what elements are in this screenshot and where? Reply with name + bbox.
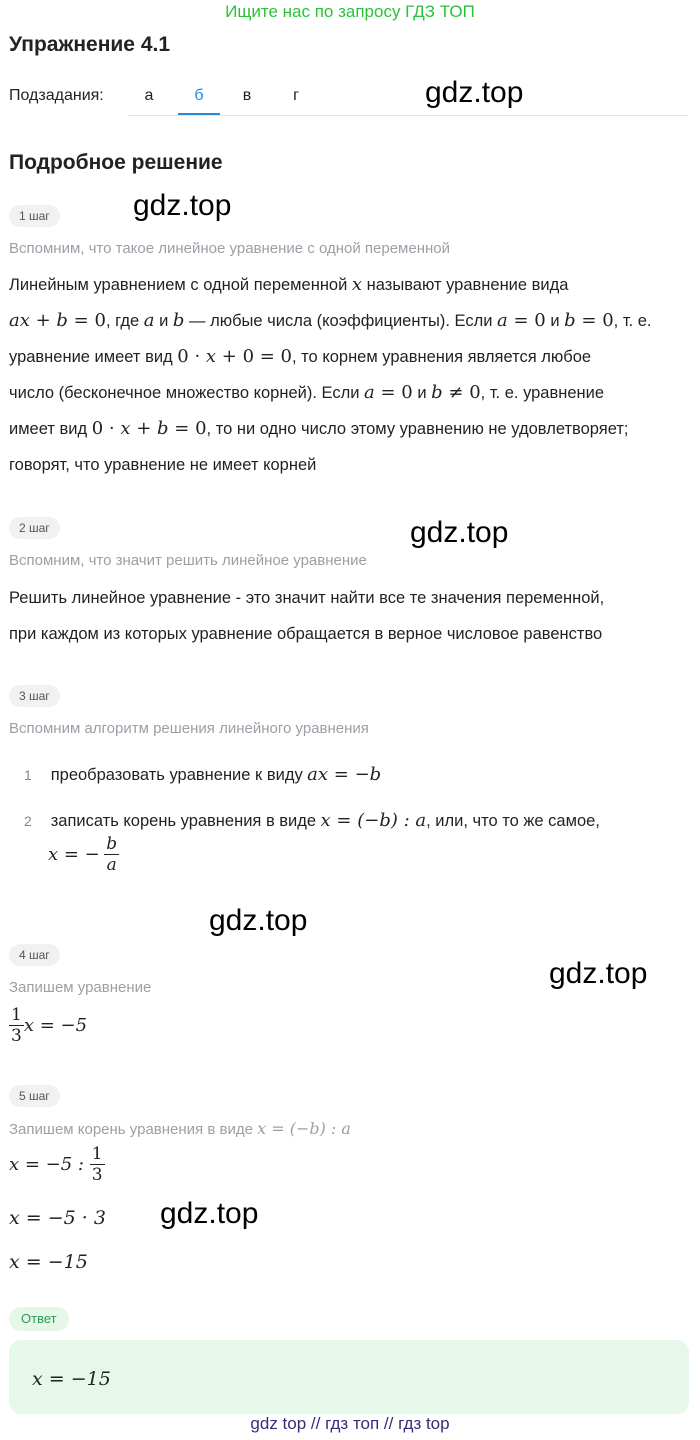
formula-lhs: x = −: [48, 844, 100, 865]
tab-g[interactable]: г: [293, 87, 299, 104]
list-item-number: 1: [24, 767, 32, 783]
list-item: [24, 764, 381, 785]
answer-badge: Ответ: [9, 1307, 69, 1331]
fraction: [9, 1005, 24, 1046]
step-hint: [9, 1119, 351, 1138]
watermark: gdz.top: [133, 189, 232, 222]
list-item-number: 2: [24, 813, 32, 829]
step-hint: Вспомним, что значит решить линейное уравнение: [9, 552, 367, 569]
equation: x = −15: [9, 1251, 88, 1273]
subtasks-label: Подзадания:: [9, 87, 104, 104]
page-title: Упражнение 4.1: [9, 33, 171, 56]
section-title: Подробное решение: [9, 151, 223, 174]
fraction: [90, 1144, 105, 1185]
answer-box: [9, 1340, 689, 1414]
fraction-numerator: 1: [11, 1005, 22, 1025]
list-item-math: ax = −b: [307, 764, 382, 785]
fraction-denominator: a: [106, 855, 117, 875]
list-item-math: x = (−b) : a: [320, 810, 427, 831]
step-hint: Вспомним алгоритм решения линейного уравнения: [9, 720, 369, 737]
step-badge: 4 шаг: [9, 944, 60, 966]
list-item-text: записать корень уравнения в виде: [50, 812, 317, 830]
fraction: [104, 834, 119, 875]
step-hint-text: Запишем корень уравнения в виде: [9, 1121, 253, 1138]
list-item-text: преобразовать уравнение к виду: [50, 766, 303, 784]
watermark: gdz.top: [549, 957, 648, 990]
step-hint: Запишем уравнение: [9, 979, 152, 996]
footer-links[interactable]: gdz top // гдз топ // гдз top: [250, 1414, 450, 1433]
tab-v[interactable]: в: [242, 87, 252, 104]
watermark: gdz.top: [410, 516, 509, 549]
step-badge: 1 шаг: [9, 205, 60, 227]
step-badge: 3 шаг: [9, 685, 60, 707]
equation: [9, 1005, 87, 1046]
step-badge: 5 шаг: [9, 1085, 60, 1107]
step-2-line: при каждом из которых уравнение обращается в верное числовое равенство: [9, 625, 603, 643]
fraction-denominator: 3: [91, 1165, 103, 1185]
step-hint: Вспомним, что такое линейное уравнение с одной переменной: [9, 240, 450, 257]
tabs-divider: [128, 115, 688, 116]
answer-value: x = −15: [32, 1368, 111, 1390]
equation-lhs: x = −5 :: [9, 1154, 90, 1175]
fraction-denominator: 3: [11, 1026, 22, 1046]
tab-a[interactable]: а: [144, 87, 154, 104]
tab-b[interactable]: б: [178, 79, 220, 113]
fraction-numerator: b: [106, 834, 118, 854]
equation: [9, 1144, 105, 1185]
list-item: [24, 810, 600, 831]
step-badge: 2 шаг: [9, 517, 60, 539]
watermark: gdz.top: [160, 1197, 259, 1230]
step-hint-math: x = (−b) : a: [257, 1119, 351, 1138]
step-1-body: Линейным уравнением с одной переменной x называют уравнение вида ax + b = 0, где a и b — любые числа (коэффициенты). Если a = 0 и b = 0, т. е. уравнение имеет вид 0 · x + 0 = 0, то корнем уравнения является любое число (бесконечное множество корней). Если a = 0 и b ≠ 0, т. е. уравнение имеет вид 0 · x + b = 0, то ни одно число этому уравнению не удовлетворяет; говорят, что уравнение не имеет корней: [9, 274, 652, 474]
step-2-body: [9, 580, 689, 652]
equation-tail: x = −5: [23, 1015, 88, 1036]
top-banner[interactable]: Ищите нас по запросу ГДЗ ТОП: [225, 2, 475, 21]
formula: [48, 834, 119, 875]
fraction-numerator: 1: [91, 1144, 103, 1164]
watermark: gdz.top: [209, 904, 308, 937]
step-2-line: Решить линейное уравнение - это значит найти все те значения переменной,: [9, 589, 605, 607]
watermark: gdz.top: [425, 76, 524, 109]
equation: x = −5 · 3: [9, 1207, 106, 1229]
list-item-tail: , или, что то же самое,: [426, 812, 600, 830]
